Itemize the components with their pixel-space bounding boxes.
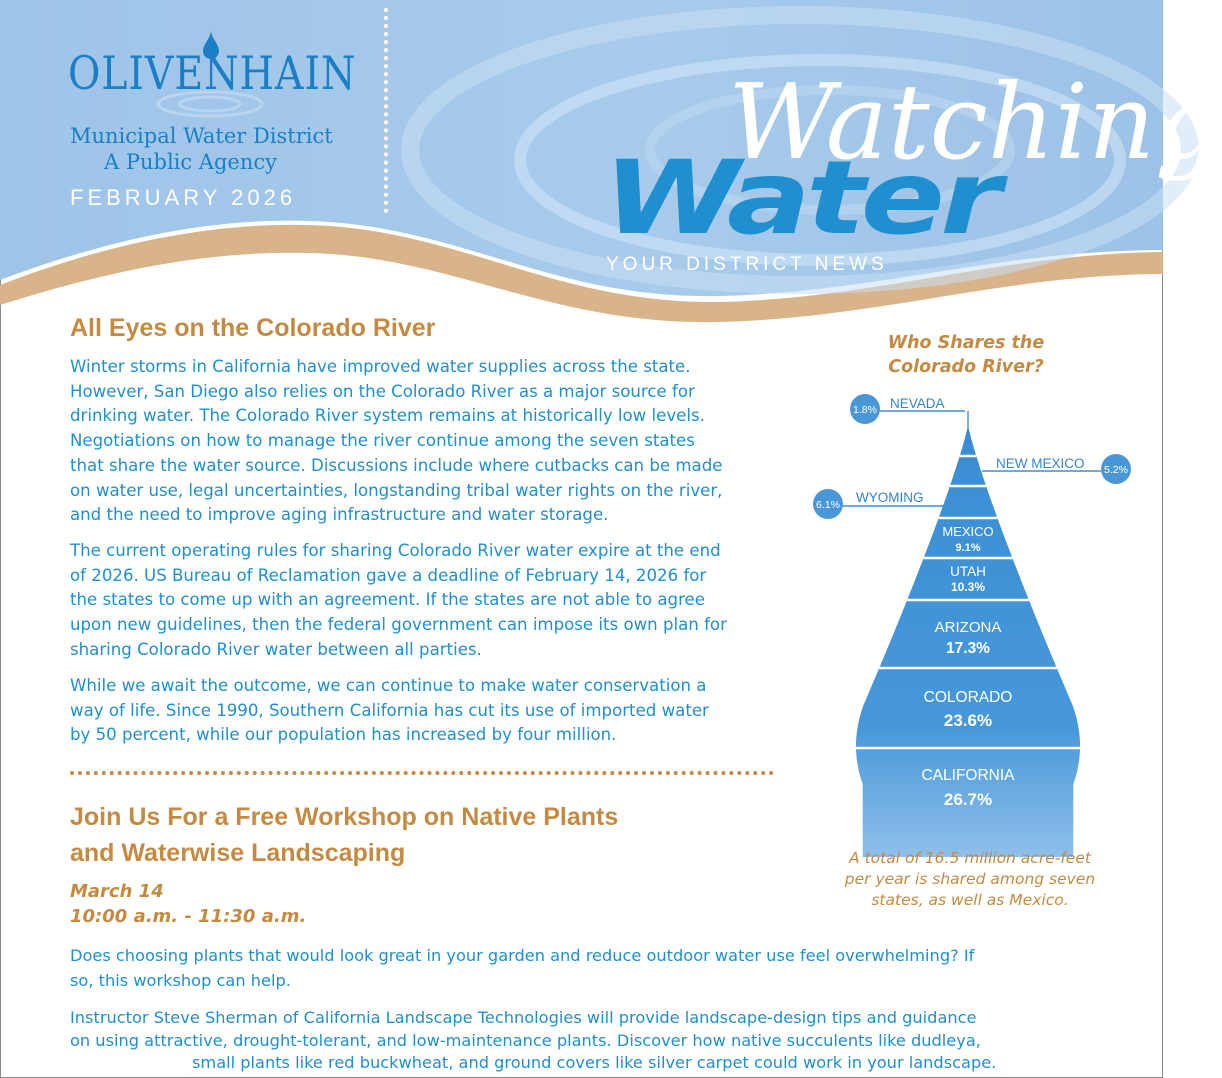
slice-label-mexico: MEXICO	[942, 524, 994, 539]
masthead-tagline: YOUR DISTRICT NEWS	[606, 254, 888, 275]
section-divider	[70, 771, 774, 775]
sidebar-title	[860, 331, 1072, 379]
article-1-paragraph-2	[70, 539, 727, 663]
logo-line-2: A Public Agency	[104, 150, 277, 174]
text-line: of 2026. US Bureau of Reclamation gave a deadline of February 14, 2026 for	[70, 565, 707, 585]
text-line: While we await the outcome, we can continue to make water conservation a	[70, 676, 707, 695]
text-line: way of life. Since 1990, Southern California has cut its use of imported water	[70, 700, 709, 720]
text-line: that share the water source. Discussions include where cutbacks can be made	[70, 455, 723, 475]
text-line: drinking water. The Colorado River system remains at historically low levels.	[70, 406, 705, 426]
slice-label-colorado: COLORADO	[923, 689, 1013, 706]
text-line: by 50 percent, while our population has increased by four million.	[70, 725, 617, 745]
masthead-title: Water	[603, 139, 997, 258]
water-share-chart	[800, 380, 1140, 845]
slice-label-arizona: ARIZONA	[934, 619, 1002, 636]
text-line: Negotiations on how to manage the river continue among the seven states	[70, 431, 695, 451]
callout-label-nevada: NEVADA	[890, 396, 945, 411]
slice-value-mexico: 9.1%	[955, 542, 981, 554]
article-2-headline	[70, 799, 618, 871]
article-1-paragraph-1	[70, 355, 722, 528]
slice-value-utah: 10.3%	[950, 580, 986, 594]
workshop-time: 10:00 a.m. - 11:30 a.m.	[70, 906, 307, 927]
text-line: The current operating rules for sharing Colorado River water expire at the end	[70, 541, 721, 560]
text-line: on water use, legal uncertainties, longstanding tribal water rights on the river,	[70, 480, 723, 500]
issue-date: FEBRUARY 2026	[70, 185, 297, 210]
text-line: upon new guidelines, then the federal government can impose its own plan for	[70, 615, 727, 635]
slice-value-arizona: 17.3%	[946, 640, 990, 657]
caption-line: states, as well as Mexico.	[871, 891, 1069, 909]
masthead-script: Watching	[728, 61, 1222, 183]
sidebar-title-line: Colorado River?	[888, 357, 1044, 377]
text-line: sharing Colorado River water between all parties.	[70, 639, 482, 659]
workshop-date: March 14	[70, 881, 164, 902]
chart-caption	[820, 848, 1120, 911]
text-line: However, San Diego also relies on the Colorado River as a major source for	[70, 381, 695, 401]
article-1-headline: All Eyes on the Colorado River	[70, 314, 436, 342]
slice-value-colorado: 23.6%	[943, 711, 993, 730]
sidebar-title-line: Who Shares the	[887, 333, 1045, 353]
text-line: Instructor Steve Sherman of California Landscape Technologies will provide landscape-design tips and guidance	[70, 1008, 977, 1027]
callout-value-wyoming: 6.1%	[816, 499, 840, 511]
callout-label-wyoming: WYOMING	[856, 490, 924, 505]
text-line: Does choosing plants that would look great in your garden and reduce outdoor water use feel overwhelming? If	[70, 946, 975, 965]
header-divider	[384, 8, 388, 213]
text-line: so, this workshop can help.	[70, 970, 291, 990]
slice-value-california: 26.7%	[943, 790, 993, 809]
logo-line-1: Municipal Water District	[70, 124, 333, 148]
article-2-paragraph-1	[70, 944, 974, 993]
caption-line: per year is shared among seven	[844, 870, 1096, 888]
callout-value-nevada: 1.8%	[853, 404, 877, 416]
article-2-paragraph-2	[70, 1007, 996, 1075]
text-line: the states to come up with an agreement. If the states are not able to agree	[70, 590, 705, 610]
text-line: and the need to improve aging infrastructure and water storage.	[70, 505, 609, 525]
logo-wordmark: OLIVENHAIN	[68, 46, 357, 100]
text-line: Winter storms in California have improved water supplies across the state.	[70, 357, 691, 376]
caption-line: A total of 16.5 million acre-feet	[849, 849, 1091, 867]
headline-line: Join Us For a Free Workshop on Native Plants	[70, 803, 619, 831]
slice-label-california: CALIFORNIA	[921, 767, 1015, 784]
slice-label-utah: UTAH	[950, 564, 986, 579]
callout-label-new-mexico: NEW MEXICO	[996, 456, 1085, 471]
text-line: small plants like red buckwheat, and ground covers like silver carpet could work in your landscape.	[192, 1053, 997, 1072]
callout-value-new-mexico: 5.2%	[1104, 464, 1128, 476]
article-1-paragraph-3	[70, 674, 709, 748]
headline-line: and Waterwise Landscaping	[70, 839, 406, 867]
text-line: on using attractive, drought-tolerant, and low-maintenance plants. Discover how native succulents like dudleya,	[70, 1030, 981, 1050]
